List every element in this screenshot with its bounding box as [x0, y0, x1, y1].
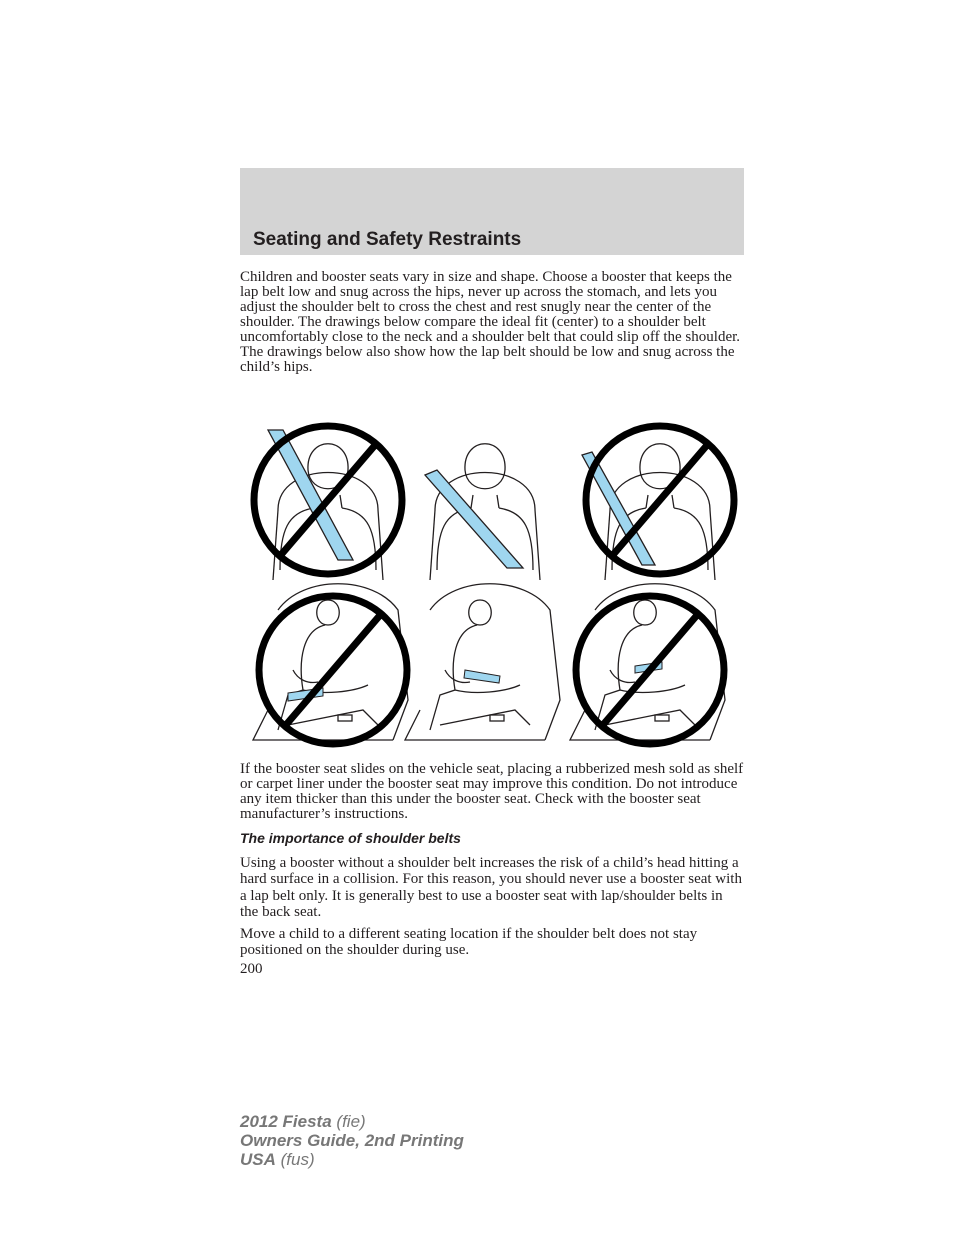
section-title: Seating and Safety Restraints [253, 229, 522, 250]
footer-line-1: 2012 Fiesta (fie) [240, 1112, 366, 1131]
footer-line-2: Owners Guide, 2nd Printing [240, 1131, 464, 1150]
booster-slide-paragraph: If the booster seat slides on the vehicle seat, placing a rubberized mesh sold as shelf or carpet liner under the booster seat may improve this condition. Do not introduce any item thicker than this under the booster seat. Check with the booster seat manufacturer’s instructions. [240, 761, 744, 822]
page-number: 200 [240, 961, 263, 977]
booster-seat-belt-fit-illustration [240, 405, 744, 750]
seating-location-paragraph: Move a child to a different seating location if the shoulder belt does not stay positioned on the shoulder during use. [240, 926, 698, 959]
footer [240, 1112, 464, 1169]
shoulder-belt-paragraph: Using a booster without a shoulder belt increases the risk of a child’s head hitting a hard surface in a collision. For this reason, you should never use a booster seat with a lap belt only. It is generally best to use a booster seat with lap/shoulder belts in the back seat. [240, 855, 742, 921]
subheading: The importance of shoulder belts [240, 830, 461, 846]
footer-line-3: USA (fus) [240, 1150, 315, 1169]
intro-paragraph: Children and booster seats vary in size and shape. Choose a booster that keeps the lap belt low and snug across the hips, never up across the stomach, and lets you adjust the shoulder belt to cross the chest and rest snugly near the center of the shoulder. The drawings below compare the ideal fit (center) to a shoulder belt uncomfortably close to the neck and a shoulder belt that could slip off the shoulder. The drawings below also show how the lap belt should be low and snug across the child’s hips. [240, 269, 741, 375]
section-header-band [240, 168, 744, 255]
